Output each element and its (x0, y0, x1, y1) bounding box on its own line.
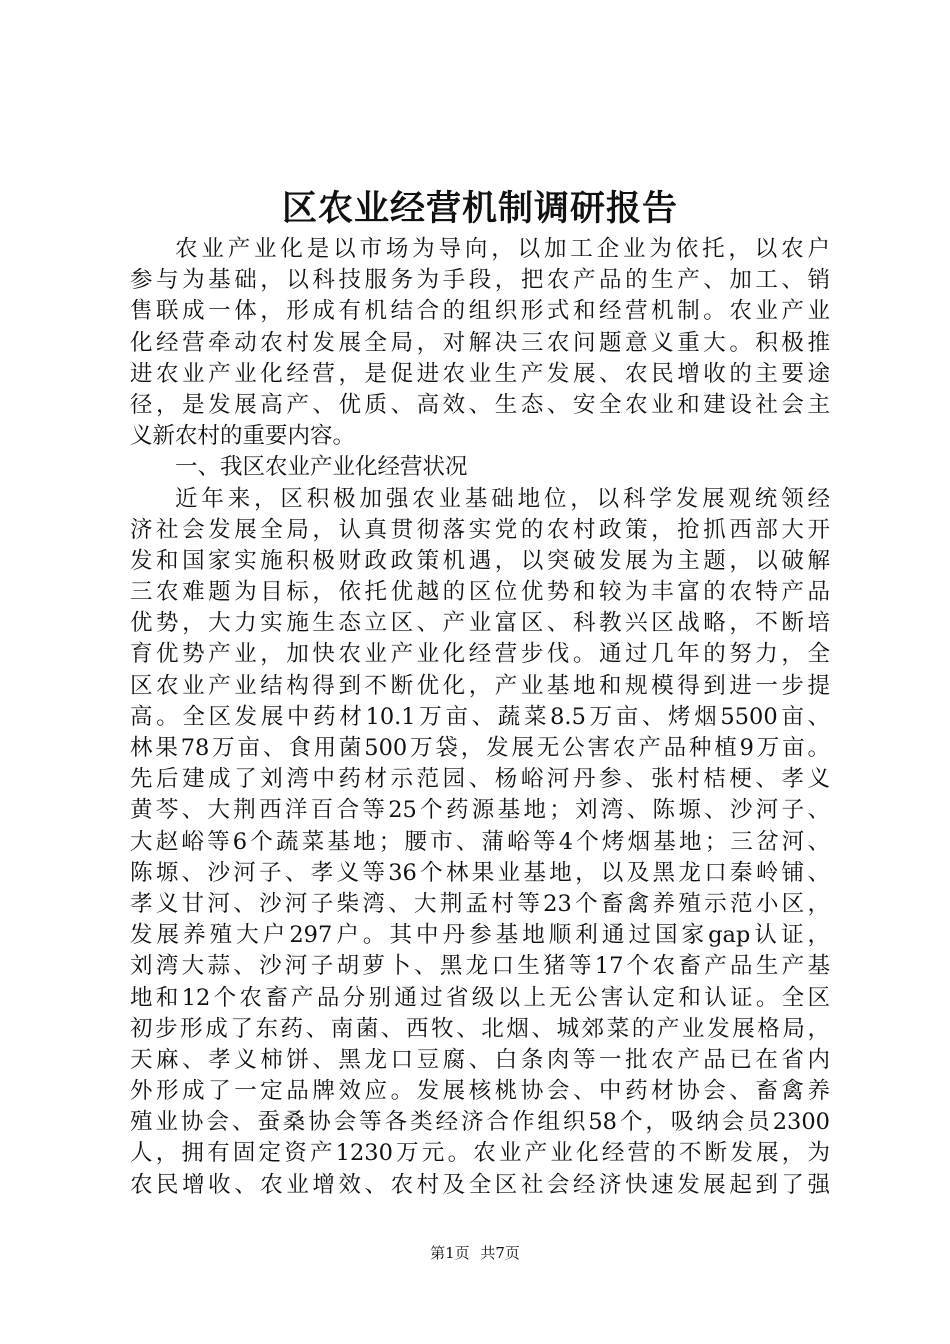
text-line: 育优势产业，加快农业产业化经营步伐。通过几年的努力，全 (130, 641, 830, 668)
text-line: 先后建成了刘湾中药材示范园、杨峪河丹参、张村桔梗、孝义 (130, 766, 830, 793)
text-line: 农民增收、农业增效、农村及全区社会经济快速发展起到了强 (130, 1171, 830, 1198)
text-line: 初步形成了东药、南菌、西牧、北烟、城郊菜的产业发展格局， (130, 1015, 830, 1042)
page-number: 第1页 (430, 1244, 470, 1262)
text-line: 黄芩、大荆西洋百合等25个药源基地；刘湾、陈塬、沙河子、 (130, 797, 830, 824)
text-line: 刘湾大蒜、沙河子胡萝卜、黑龙口生猪等17个农畜产品生产基 (130, 953, 830, 980)
text-line: 义新农村的重要内容。 (130, 423, 356, 450)
text-line: 进农业产业化经营，是促进农业生产发展、农民增收的主要途 (130, 360, 830, 387)
text-line: 人，拥有固定资产1230万元。农业产业化经营的不断发展，为 (130, 1140, 830, 1167)
text-line: 三农难题为目标，依托优越的区位优势和较为丰富的农特产品 (130, 579, 830, 606)
document-title: 区农业经营机制调研报告 (281, 188, 678, 229)
document-body (130, 234, 830, 1201)
text-line: 农业产业化是以市场为导向，以加工企业为依托，以农户 (175, 236, 830, 262)
text-line: 近年来，区积极加强农业基础地位，以科学发展观统领经 (175, 485, 830, 512)
text-line: 林果78万亩、食用菌500万袋，发展无公害农产品种植9万亩。 (130, 735, 830, 761)
text-line: 售联成一体，形成有机结合的组织形式和经营机制。农业产业 (130, 298, 830, 325)
text-line: 殖业协会、蚕桑协会等各类经济合作组织58个，吸纳会员2300 (130, 1109, 830, 1136)
text-line: 天麻、孝义柿饼、黑龙口豆腐、白条肉等一批农产品已在省内 (130, 1046, 830, 1073)
text-line: 外形成了一定品牌效应。发展核桃协会、中药材协会、畜禽养 (130, 1078, 830, 1105)
text-line: 化经营牵动农村发展全局，对解决三农问题意义重大。积极推 (130, 329, 830, 356)
text-line: 发展养殖大户297户。其中丹参基地顺利通过国家gap认证， (130, 922, 830, 949)
text-line: 参与为基础，以科技服务为手段，把农产品的生产、加工、销 (130, 267, 830, 294)
text-line: 区农业产业结构得到不断优化，产业基地和规模得到进一步提 (130, 672, 830, 699)
section-heading: 一、我区农业产业化经营状况 (175, 454, 468, 481)
text-line: 孝义甘河、沙河子柴湾、大荆孟村等23个畜禽养殖示范小区， (130, 890, 830, 917)
page-total: 共7页 (480, 1244, 520, 1262)
text-line: 发和国家实施积极财政政策机遇，以突破发展为主题，以破解 (130, 547, 830, 574)
text-line: 济社会发展全局，认真贯彻落实党的农村政策，抢抓西部大开 (130, 516, 830, 543)
text-line: 优势，大力实施生态立区、产业富区、科教兴区战略，不断培 (130, 610, 830, 637)
text-line: 地和12个农畜产品分别通过省级以上无公害认定和认证。全区 (130, 984, 830, 1011)
page-footer (0, 1243, 950, 1263)
text-line: 高。全区发展中药材10.1万亩、蔬菜8.5万亩、烤烟5500亩、 (130, 703, 830, 730)
text-line: 大赵峪等6个蔬菜基地；腰市、蒲峪等4个烤烟基地；三岔河、 (130, 828, 830, 855)
text-line: 陈塬、沙河子、孝义等36个林果业基地，以及黑龙口秦岭铺、 (130, 859, 830, 886)
text-line: 径，是发展高产、优质、高效、生态、安全农业和建设社会主 (130, 391, 830, 418)
